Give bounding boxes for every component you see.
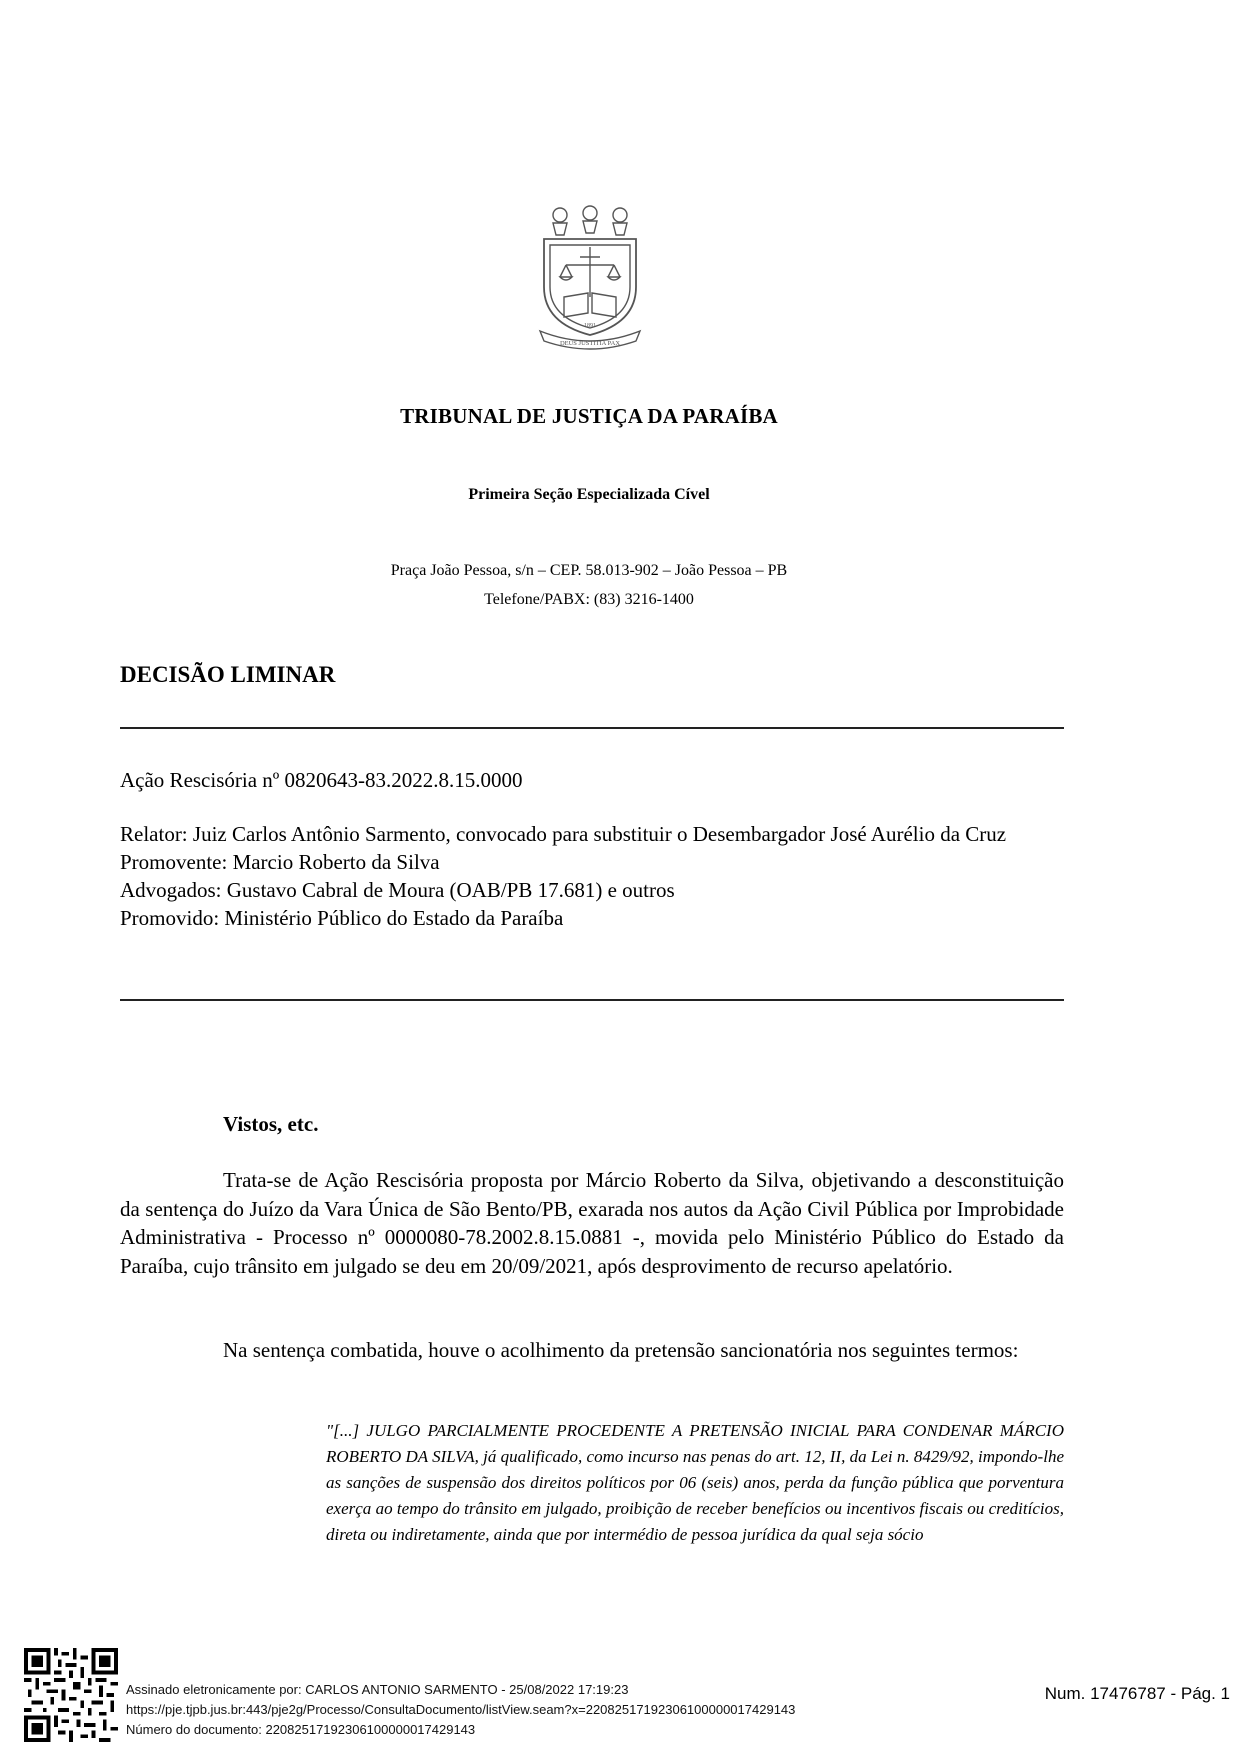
case-number: Ação Rescisória nº 0820643-83.2022.8.15.0000 bbox=[120, 768, 523, 792]
divider-bottom bbox=[120, 999, 1064, 1001]
document-type: DECISÃO LIMINAR bbox=[120, 662, 336, 687]
document-url[interactable]: https://pje.tjpb.jus.br:443/pje2g/Processo/ConsultaDocumento/listView.seam?x=22082517192306100000017429143 bbox=[126, 1702, 796, 1717]
svg-text:DEUS JUSTITIA PAX: DEUS JUSTITIA PAX bbox=[559, 340, 621, 347]
court-address: Praça João Pessoa, s/n – CEP. 58.013-902 – João Pessoa – PB bbox=[390, 562, 788, 579]
body-paragraph-1: Trata-se de Ação Rescisória proposta por Márcio Roberto da Silva, objetivando a desconstituição da sentença do Juízo da Vara Única de São Bento/PB, exarada nos autos da Ação Civil Pública por Improbidade Administrativa - Processo nº 0000080-78.2002.8.15.0881 -, movida pelo Ministério Público do Estado da Paraíba, cujo trânsito em julgado se deu em 20/09/2021, após desprovimento de recurso apelatório. bbox=[120, 1168, 1064, 1278]
body-paragraph-2: Na sentença combatida, houve o acolhimento da pretensão sancionatória nos seguintes termos: bbox=[223, 1338, 1019, 1362]
advogados: Advogados: Gustavo Cabral de Moura (OAB/PB 17.681) e outros bbox=[120, 878, 675, 902]
court-phone: Telefone/PABX: (83) 3216-1400 bbox=[484, 591, 694, 608]
section-name: Primeira Seção Especializada Cível bbox=[468, 486, 710, 503]
document-number: Número do documento: 22082517192306100000017429143 bbox=[126, 1722, 476, 1737]
svg-text:1891: 1891 bbox=[584, 323, 596, 329]
signature-line: Assinado eletronicamente por: CARLOS ANTONIO SARMENTO - 25/08/2022 17:19:23 bbox=[126, 1682, 629, 1697]
court-title: TRIBUNAL DE JUSTIÇA DA PARAÍBA bbox=[400, 404, 778, 428]
sentence-quote: "[...] JULGO PARCIALMENTE PROCEDENTE A PRETENSÃO INICIAL PARA CONDENAR MÁRCIO ROBERTO DA SILVA, já qualificado, como incurso nas penas do art. 12, II, da Lei n. 8429/92, impondo-lhe as sanções de suspensão dos direitos políticos por 06 (seis) anos, perda da função pública que porventura exerça ao tempo do trânsito em julgado, proibição de receber benefícios ou incentivos fiscais ou creditícios, direta ou indiretamente, ainda que por intermédio de pessoa jurídica da qual seja sócio bbox=[326, 1421, 1064, 1544]
relator: Relator: Juiz Carlos Antônio Sarmento, convocado para substituir o Desembargador José Aurélio da Cruz bbox=[120, 822, 1007, 846]
greeting: Vistos, etc. bbox=[223, 1112, 319, 1136]
coat-of-arms-icon bbox=[536, 205, 644, 350]
page-reference: Num. 17476787 - Pág. 1 bbox=[1044, 1684, 1230, 1703]
promovido: Promovido: Ministério Público do Estado da Paraíba bbox=[120, 906, 564, 930]
promovente: Promovente: Marcio Roberto da Silva bbox=[120, 850, 440, 874]
case-parties bbox=[120, 820, 1064, 932]
divider-top bbox=[120, 727, 1064, 729]
qr-code-icon bbox=[24, 1648, 118, 1742]
